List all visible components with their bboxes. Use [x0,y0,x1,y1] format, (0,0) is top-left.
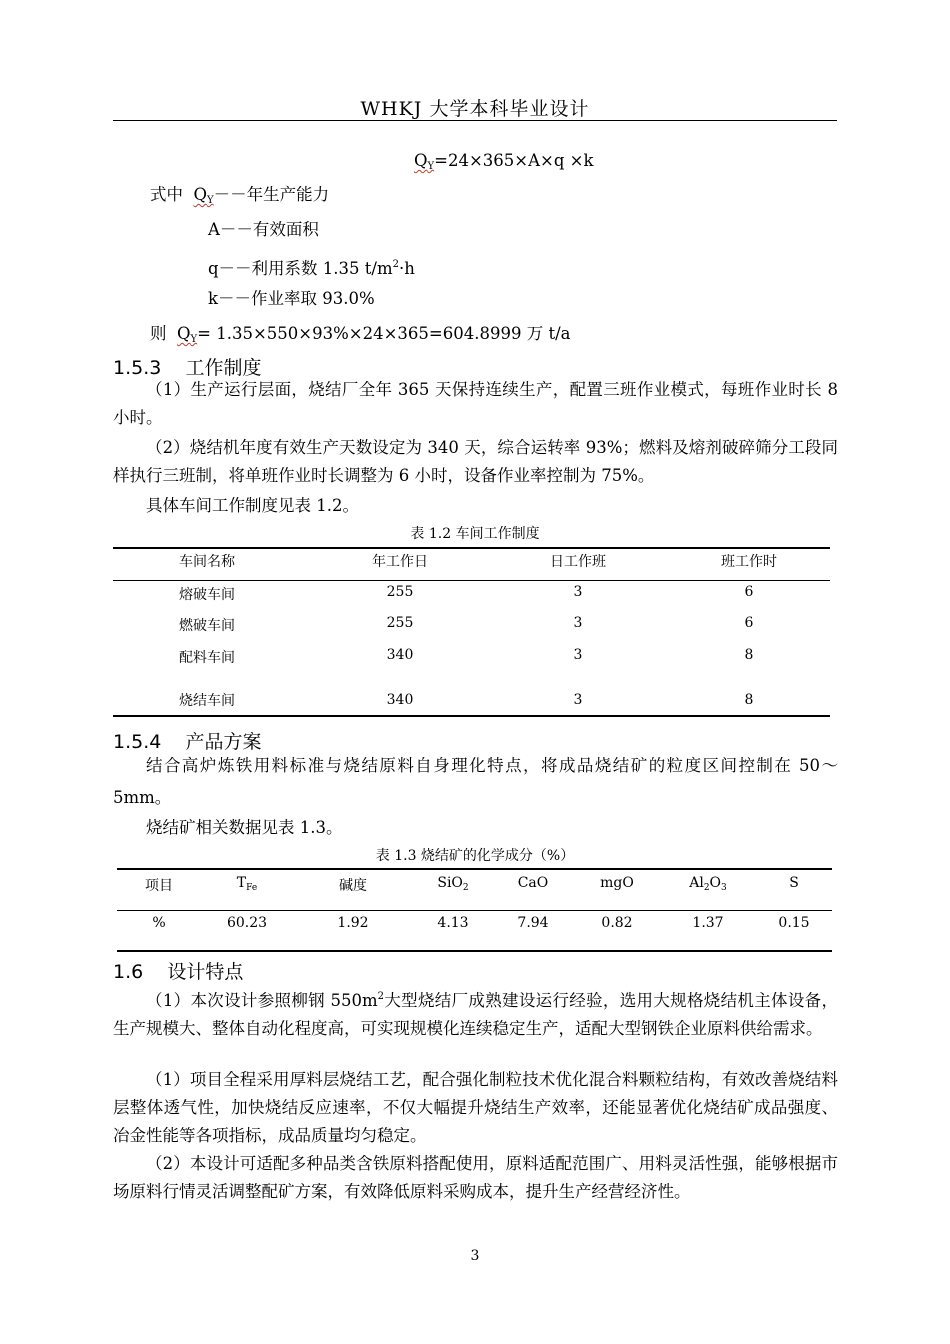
section-heading-1-5-4: 1.5.4 产品方案 [113,731,262,753]
definition-k: k－－作业率取 93.0% [208,289,375,308]
table-1-2-header-rule [113,580,830,581]
paragraph-1-5-3-c: 具体车间工作制度见表 1.2。 [146,496,359,515]
paragraph-1-6-b: （1）项目全程采用厚料层烧结工艺，配合强化制粒技术优化混合料颗粒结构，有效改善烧结料层整体透气性，加快烧结反应速率，不仅大幅提升烧结生产效率，还能显著优化烧结矿成品强度、冶金性能等各项指标，成品质量均匀稳定。 [113,1070,838,1145]
table-1-3-bottom-rule [117,950,832,952]
table-1-3-header-mgo: mgO [600,875,634,891]
table-1-2-top-rule [113,547,830,549]
header-rule [113,120,837,121]
table-1-3-header-basicity: 碱度 [339,878,367,894]
capacity-result: 则 $Q_Y= 1.35\times 550\times 93\%\times 24\times 365=604.8999$ 万 t/a [150,324,571,345]
table-1-3-header-al2o3: $Al_2O_3$ [689,875,727,893]
capacity-formula [414,150,593,178]
table-1-3-header-cao: CaO [517,875,549,891]
paragraph-1-6-a: （1）本次设计参照柳钢 $550m^2$大型烧结厂成熟建设运行经验，选用大规格烧结机主体设备，生产规模大、整体自动化程度高，可实现规模化连续稳定生产，适配大型钢铁企业原料供给需求。 [113,991,839,1038]
formula-expression: =24×365×A×q ×k [434,151,594,170]
section-heading-1-5-3: 1.5.3 工作制度 [113,357,262,379]
paragraph-1-5-4-a: 结合高炉炼铁用料标准与烧结原料自身理化特点，将成品烧结矿的粒度区间控制在 50～5mm。 [113,756,838,807]
definition-symbol-q: $Q_Y$ [193,185,214,206]
document-page: WHKJ 大学本科毕业设计 $Q_Y=24\times 365\times A\times q \times k$ 式中 $Q_Y--$年生产能力 A－－有效面积 q－－利用系数 1.35 $t/m^2\cdot h$ k－－作业率取 93.0% 则 $Q_Y= 1.35\times 550\times 93\%\times 24\times 365=604.8999$ 万 t/a 1.5.3 工作制度 （1）生产运行层面，烧结厂全年 365 天保持连续生产，配置三班作业模式，每班作业时长 8 小时。 （2）烧结机年度有效生产天数设定为 340 天，综合运转率 93%；燃料及熔剂破碎筛分工段同样执行三班制，将单班作业时长调整为 6 小时，设备作业率控制为 75%。 具体车间工作制度见表 1.2。 表 1.2 车间工作制度 车间名称 年工作日 日工作班 班工作时 熔破车间 255 3 6 燃破车间 255 3 6 配料车间 340 3 8 烧结车间 340 3 8 1.5.4 产品方案 结合高炉炼铁用料标准与烧结原料自身理化特点，将成品烧结矿的粒度区间控制在 50～5mm。 烧结矿相关数据见表 1.3。 表 1.3 烧结矿的化学成分（%） 项目 $T_{Fe}$ 碱度 SiO$_2$ CaO mgO $Al_2O_3$ S % 60.23 1.92 4.13 7.94 0.82 1.37 0.15 1.6 设计特点 （1）本次设计参照柳钢 $550m^2$大型烧结厂成熟建设运行经验，选用大规格烧结机主体设备，生产规模大、整体自动化程度高，可实现规模化连续稳定生产，适配大型钢铁企业原料供给需求。 （1）项目全程采用厚料层烧结工艺，配合强化制粒技术优化混合料颗粒结构，有效改善烧结料层整体透气性，加快烧结反应速率，不仅大幅提升烧结生产效率，还能显著优化烧结矿成品强度、冶金性能等各项指标，成品质量均匀稳定。 （2）本设计可适配多种品类含铁原料搭配使用，原料适配范围广、用料灵活性强，能够根据市场原料行情灵活调整配矿方案，有效降低原料采购成本，提升生产经营经济性。 3 [0,0,950,1344]
table-1-2-caption: 表 1.2 车间工作制度 [410,526,540,542]
table-1-3-header-rule [117,910,832,911]
table-1-2-bottom-rule [113,715,830,717]
result-symbol-q: $Q_Y$ [177,324,198,345]
paragraph-1-5-3-b: （2）烧结机年度有效生产天数设定为 340 天，综合运转率 93%；燃料及熔剂破碎筛分工段同样执行三班制，将单班作业时长调整为 6 小时，设备作业率控制为 75%。 [113,438,838,485]
table-1-2-header-shifts: 日工作班 [550,554,606,570]
paragraph-1-6-c: （2）本设计可适配多种品类含铁原料搭配使用，原料适配范围广、用料灵活性强，能够根据市场原料行情灵活调整配矿方案，有效降低原料采购成本，提升生产经营经济性。 [113,1154,838,1201]
table-1-3-header-s: S [789,875,799,891]
paragraph-1-5-3-a: （1）生产运行层面，烧结厂全年 365 天保持连续生产，配置三班作业模式，每班作业时长 8 小时。 [113,380,838,427]
table-1-2-header-workshop: 车间名称 [179,554,235,570]
formula-symbol-q: $Q_Y$ [414,151,435,172]
table-1-2-header-annual-days: 年工作日 [372,554,428,570]
page-header: WHKJ 大学本科毕业设计 [360,98,590,120]
definition-qy: 式中 $Q_Y--$年生产能力 [150,185,330,206]
table-1-3-header-sio2: SiO$_2$ [437,875,469,893]
definition-a: A－－有效面积 [208,220,319,239]
table-1-2-header-shift-hours: 班工作时 [721,554,777,570]
section-heading-1-6: 1.6 设计特点 [113,961,244,983]
table-1-3-caption: 表 1.3 烧结矿的化学成分（%） [375,848,575,864]
table-1-3-header-item: 项目 [145,878,173,894]
table-1-3-header-tfe: $T_{Fe}$ [236,875,258,893]
page-number: 3 [470,1248,480,1264]
paragraph-1-5-4-b: 烧结矿相关数据见表 1.3。 [146,818,343,837]
definition-q: q－－利用系数 1.35 $t/m^2\cdot h$ [208,259,415,278]
table-1-3-top-rule [117,868,832,870]
